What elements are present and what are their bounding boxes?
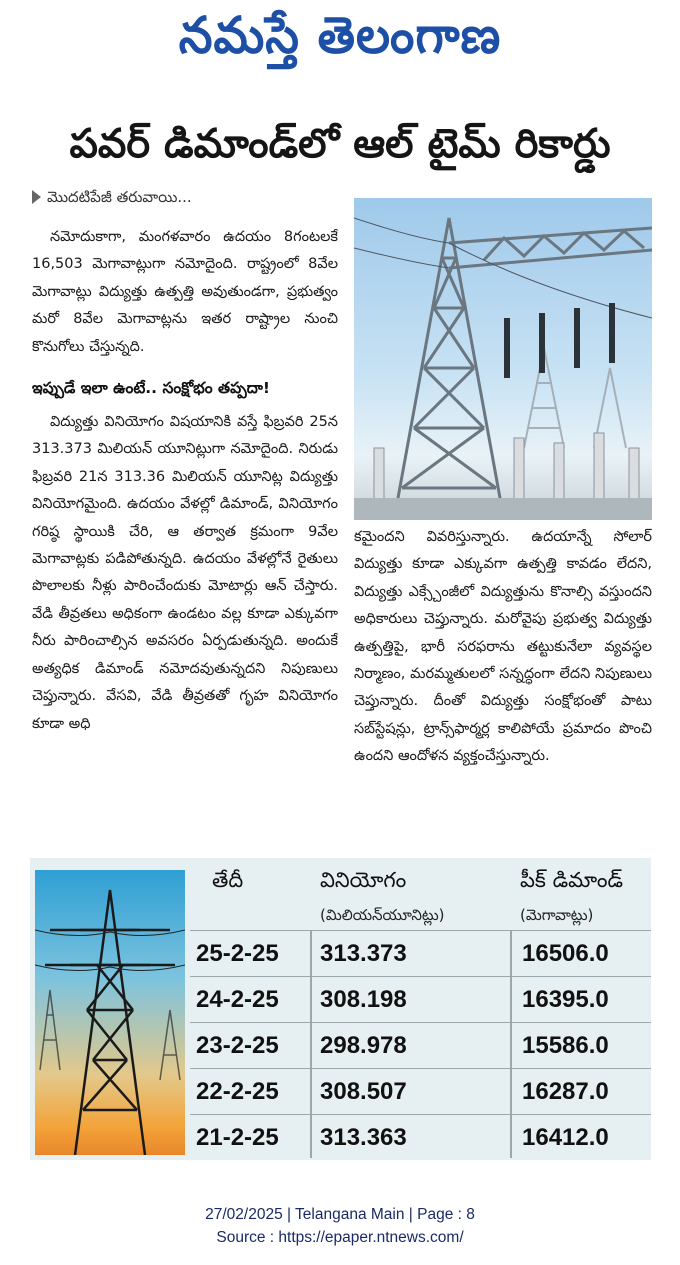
cell-date: 23-2-25 <box>196 1032 279 1059</box>
power-demand-table <box>30 858 651 1160</box>
cell-date: 24-2-25 <box>196 986 279 1013</box>
cell-consumption: 313.363 <box>320 1124 407 1151</box>
cell-peak: 16506.0 <box>522 940 609 967</box>
continued-note <box>32 188 192 210</box>
cell-date: 25-2-25 <box>196 940 279 967</box>
table-grid <box>190 858 651 1160</box>
continued-text: మొదటిపేజీ తరువాయి... <box>47 188 192 206</box>
masthead <box>0 0 680 100</box>
substation-photo <box>354 198 652 520</box>
table-row <box>190 930 651 976</box>
article-subheading: ఇప్పుడే ఇలా ఉంటే.. సంక్షోభం తప్పదా! <box>32 379 270 398</box>
transmission-tower-photo <box>35 870 185 1155</box>
article-paragraph-2: విద్యుత్తు వినియోగం విషయానికి వస్తే ఫిబ్రవరి 25న 313.373 మిలియన్ యూనిట్లుగా నమోదైంది. నిరుడు ఫిబ్రవరి 21న 313.36 మిలియన్ యూనిట్ల విద్యుత్తు వినియోగమైంది. ఉదయం వేళల్లో డిమాండ్, వినియోగం గరిష్ఠ స్థాయికి చేరి, ఆ తర్వాత క్రమంగా 9వేల మెగావాట్లకు పడిపోతున్నది. ఉదయం వేళల్లోనే రైతులు పొలాలకు నీళ్లు పారించేందుకు మోటార్లు ఆన్ చేస్తారు. వేడి తీవ్రతలు అధికంగా ఉండటం వల్ల కూడా ఎక్కువగా నీరు పారించాల్సిన అవసరం ఏర్పడుతున్నది. అందుకే అత్యధిక డిమాండ్ నమోదవుతున్నదని నిపుణులు చెప్తున్నారు. వేసవి, వేడి తీవ్రతతో గృహ వినియోగం కూడా అధి <box>32 414 338 732</box>
cell-peak: 15586.0 <box>522 1032 609 1059</box>
article-paragraph-1: నమోదుకాగా, మంగళవారం ఉదయం 8గంటలకే 16,503 మెగావాట్లుగా నమోదైంది. రాష్ట్రంలో 8వేల మెగావాట్లు విద్యుత్తు ఉత్పత్తి అవుతుండగా, ప్రభుత్వం మరో 8వేల మెగావాట్లను ఇతర రాష్ట్రాల నుంచి కొనుగోలు చేస్తున్నది. <box>32 229 338 355</box>
tower-illustration <box>35 870 185 1155</box>
cell-consumption: 308.198 <box>320 986 407 1013</box>
article-column-right <box>354 524 652 771</box>
substation-illustration <box>354 198 652 520</box>
header-consumption: వినియోగం <box>320 868 407 892</box>
table-row <box>190 1022 651 1068</box>
page-footer <box>0 1203 680 1249</box>
table-row <box>190 1114 651 1160</box>
triangle-right-icon <box>32 190 41 204</box>
cell-consumption: 313.373 <box>320 940 407 967</box>
cell-peak: 16395.0 <box>522 986 609 1013</box>
table-row <box>190 976 651 1022</box>
header-date: తేదీ <box>212 868 244 892</box>
masthead-logo: నమస్తే తెలంగాణ <box>178 6 502 66</box>
cell-peak: 16287.0 <box>522 1078 609 1105</box>
footer-edition-info: 27/02/2025 | Telangana Main | Page : 8 <box>205 1206 475 1223</box>
cell-date: 22-2-25 <box>196 1078 279 1105</box>
footer-source: Source : https://epaper.ntnews.com/ <box>216 1229 464 1246</box>
cell-consumption: 308.507 <box>320 1078 407 1105</box>
table-row <box>190 1068 651 1114</box>
article-column-left <box>32 224 338 738</box>
cell-peak: 16412.0 <box>522 1124 609 1151</box>
header-consumption-unit: (మిలియన్‌యూనిట్లు) <box>320 906 445 924</box>
article-paragraph-3: కమైందని వివరిస్తున్నారు. ఉదయాన్నే సోలార్ విద్యుత్తు కూడా ఎక్కువగా ఉత్పత్తి కావడం లేదని, విద్యుత్తు ఎక్స్చేంజీలో విద్యుత్తును కొనాల్సి వస్తుందని అధికారులు చెప్తున్నారు. మరోవైపు ప్రభుత్వ విద్యుత్తు ఉత్పత్తిపై, భారీ సరఫరాను తట్టుకునేలా వ్యవస్థల నిర్మాణం, మరమ్మతులలో సన్నద్ధంగా లేదని నిపుణులు చెప్తున్నారు. దీంతో విద్యుత్తు సంక్షోభంతో పాటు సబ్‌స్టేషన్లు, ట్రాన్స్‌ఫార్మర్ల కాలిపోయే ప్రమాదం పొంచి ఉందని ఆందోళన వ్యక్తంచేస్తున్నారు. <box>354 529 652 765</box>
cell-date: 21-2-25 <box>196 1124 279 1151</box>
headline: పవర్ డిమాండ్‌లో ఆల్ టైమ్ రికార్డు <box>69 121 611 167</box>
header-peak: పీక్ డిమాండ్ <box>520 868 624 892</box>
cell-consumption: 298.978 <box>320 1032 407 1059</box>
header-peak-unit: (మెగావాట్లు) <box>520 906 594 924</box>
